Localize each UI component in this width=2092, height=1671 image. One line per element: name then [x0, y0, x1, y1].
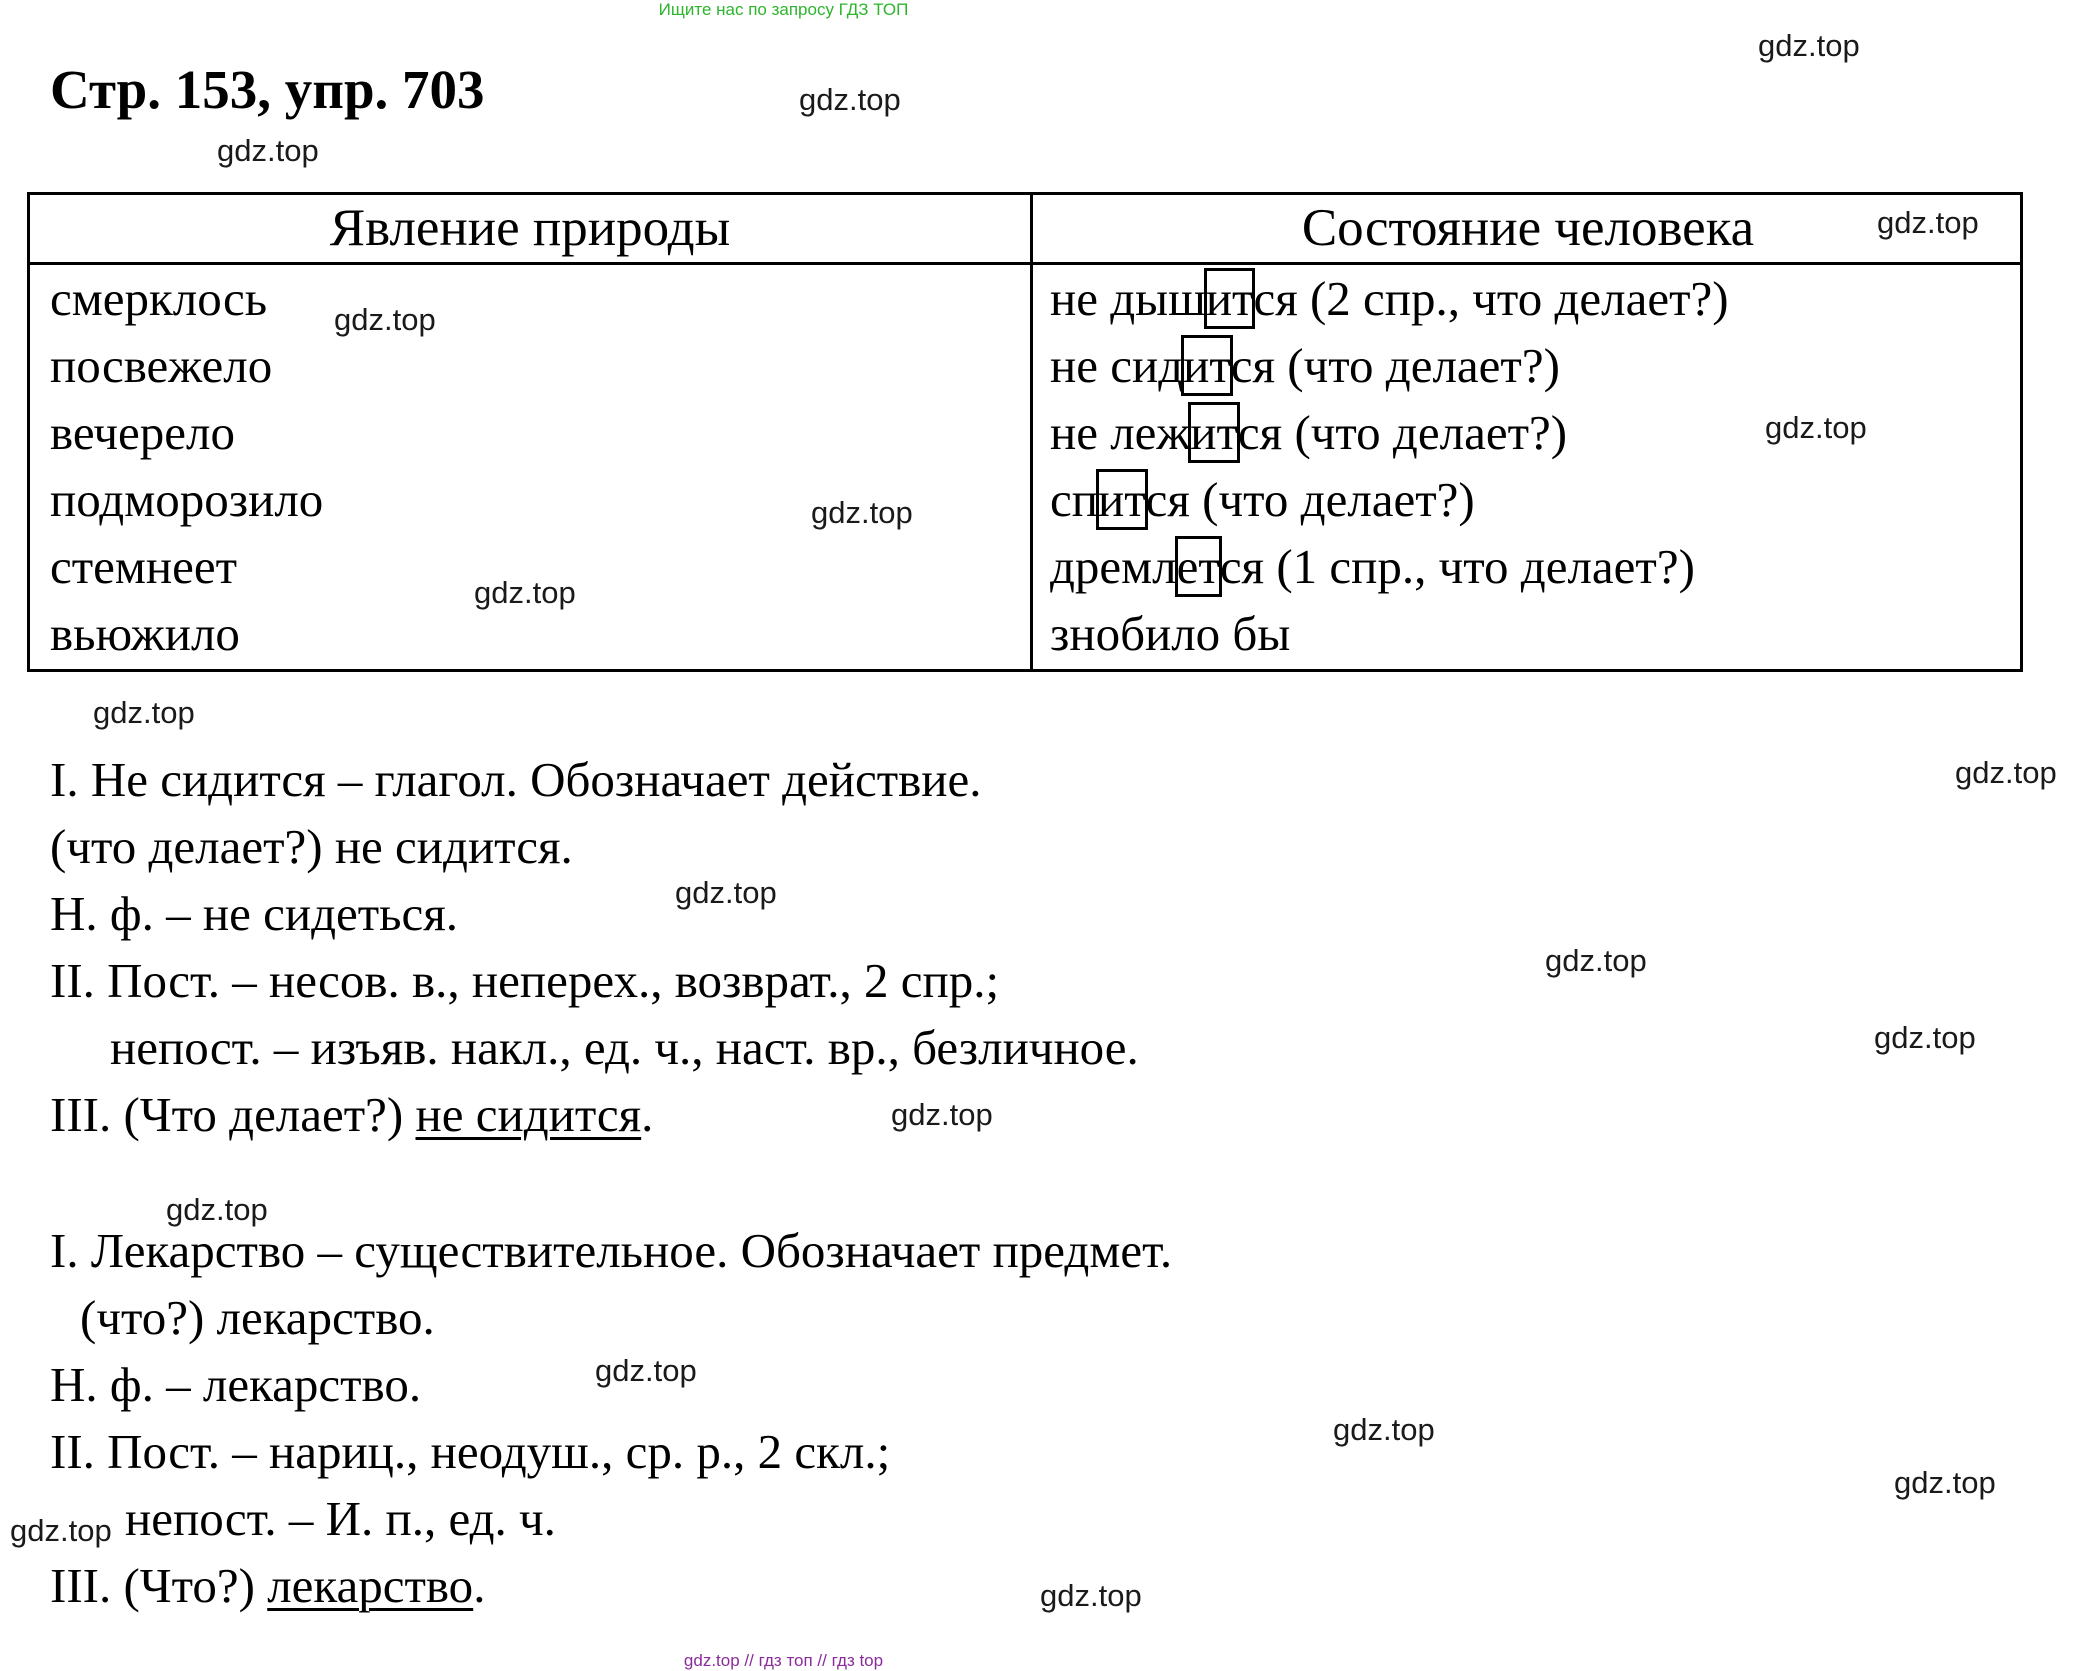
- watermark: gdz.top: [1955, 755, 2057, 790]
- watermark: gdz.top: [166, 1192, 268, 1227]
- human-word-row: [1050, 605, 1290, 662]
- ending-box: ит: [1190, 405, 1238, 460]
- watermark: gdz.top: [1877, 205, 1979, 240]
- ending-box: ит: [1183, 338, 1231, 393]
- analysis2-line: I. Лекарство – существительное. Обозначает предмет.: [50, 1223, 1173, 1278]
- analysis2-l6-pre: III. (Что?): [50, 1558, 268, 1613]
- analysis2-line: Н. ф. – лекарство.: [50, 1357, 422, 1412]
- analysis1-l6-pre: III. (Что делает?): [50, 1087, 416, 1142]
- subject-underlined: лекарство: [267, 1558, 474, 1613]
- nature-word: подморозило: [50, 472, 324, 527]
- conjugation-table: [27, 192, 2023, 672]
- table-header-divider: [30, 262, 2020, 265]
- table-header-human: Состояние человека: [1301, 199, 1755, 257]
- human-word-row: [1050, 270, 1729, 327]
- watermark: gdz.top: [1758, 28, 1860, 63]
- nature-word: стемнеет: [50, 539, 238, 594]
- watermark: gdz.top: [1040, 1578, 1142, 1613]
- human-word-prefix: знобило бы: [1050, 606, 1291, 661]
- watermark: gdz.top: [217, 133, 319, 168]
- watermark: gdz.top: [1333, 1412, 1435, 1447]
- watermark: gdz.top: [675, 875, 777, 910]
- table-header-nature: Явление природы: [329, 199, 731, 257]
- bottom-banner: gdz.top // гдз топ // гдз top: [683, 1651, 884, 1670]
- analysis1-l6-post: .: [641, 1087, 654, 1142]
- watermark: gdz.top: [474, 575, 576, 610]
- analysis1-line: непост. – изъяв. накл., ед. ч., наст. вр., безличное.: [110, 1020, 1139, 1075]
- watermark: gdz.top: [1874, 1020, 1976, 1055]
- analysis2-line: II. Пост. – нариц., неодуш., ср. р., 2 скл.;: [50, 1424, 891, 1479]
- analysis1-line: [50, 1086, 653, 1143]
- human-word-prefix: не дыш: [1050, 271, 1206, 326]
- human-word-prefix: не сид: [1050, 338, 1184, 393]
- watermark: gdz.top: [811, 495, 913, 530]
- human-word-row: [1050, 538, 1695, 595]
- analysis1-line: Н. ф. – не сидеться.: [50, 886, 459, 941]
- nature-word: посвежело: [50, 338, 273, 393]
- human-word-row: [1050, 337, 1560, 394]
- watermark: gdz.top: [1765, 410, 1867, 445]
- human-word-suffix: ся (1 спр., что делает?): [1219, 539, 1695, 594]
- analysis1-line: I. Не сидится – глагол. Обозначает действие.: [50, 752, 982, 807]
- analysis2-line: (что?) лекарство.: [80, 1290, 435, 1345]
- human-word-prefix: дремл: [1050, 539, 1177, 594]
- watermark: gdz.top: [799, 82, 901, 117]
- predicate-underlined: не сидится: [415, 1087, 642, 1142]
- watermark: gdz.top: [595, 1353, 697, 1388]
- watermark: gdz.top: [10, 1513, 112, 1548]
- analysis2-l6-post: .: [473, 1558, 486, 1613]
- ending-box: ет: [1176, 539, 1220, 594]
- watermark: gdz.top: [334, 302, 436, 337]
- page-title: Стр. 153, упр. 703: [50, 59, 485, 120]
- analysis2-line: непост. – И. п., ед. ч.: [125, 1491, 556, 1546]
- nature-word: смерклось: [50, 271, 268, 326]
- analysis1-line: II. Пост. – несов. в., неперех., возврат., 2 спр.;: [50, 953, 1000, 1008]
- analysis1-line: (что делает?) не сидится.: [50, 819, 573, 874]
- human-word-suffix: ся (что делает?): [1237, 405, 1568, 460]
- ending-box: ит: [1097, 472, 1146, 527]
- human-word-suffix: ся (что делает?): [1230, 338, 1560, 393]
- watermark: gdz.top: [1894, 1465, 1996, 1500]
- human-word-row: [1050, 404, 1567, 461]
- human-word-row: [1050, 471, 1475, 528]
- ending-box: ит: [1205, 271, 1254, 326]
- human-word-prefix: сп: [1050, 472, 1098, 527]
- watermark: gdz.top: [1545, 943, 1647, 978]
- nature-word: вечерело: [50, 405, 235, 460]
- analysis2-line: [50, 1557, 485, 1614]
- human-word-prefix: не леж: [1050, 405, 1191, 460]
- table-column-divider: [1030, 195, 1033, 669]
- nature-word: вьюжило: [50, 606, 240, 661]
- top-banner: Ищите нас по запросу ГДЗ ТОП: [658, 0, 909, 19]
- human-word-suffix: ся (что делает?): [1145, 472, 1475, 527]
- watermark: gdz.top: [891, 1097, 993, 1132]
- watermark: gdz.top: [93, 695, 195, 730]
- human-word-suffix: ся (2 спр., что делает?): [1253, 271, 1729, 326]
